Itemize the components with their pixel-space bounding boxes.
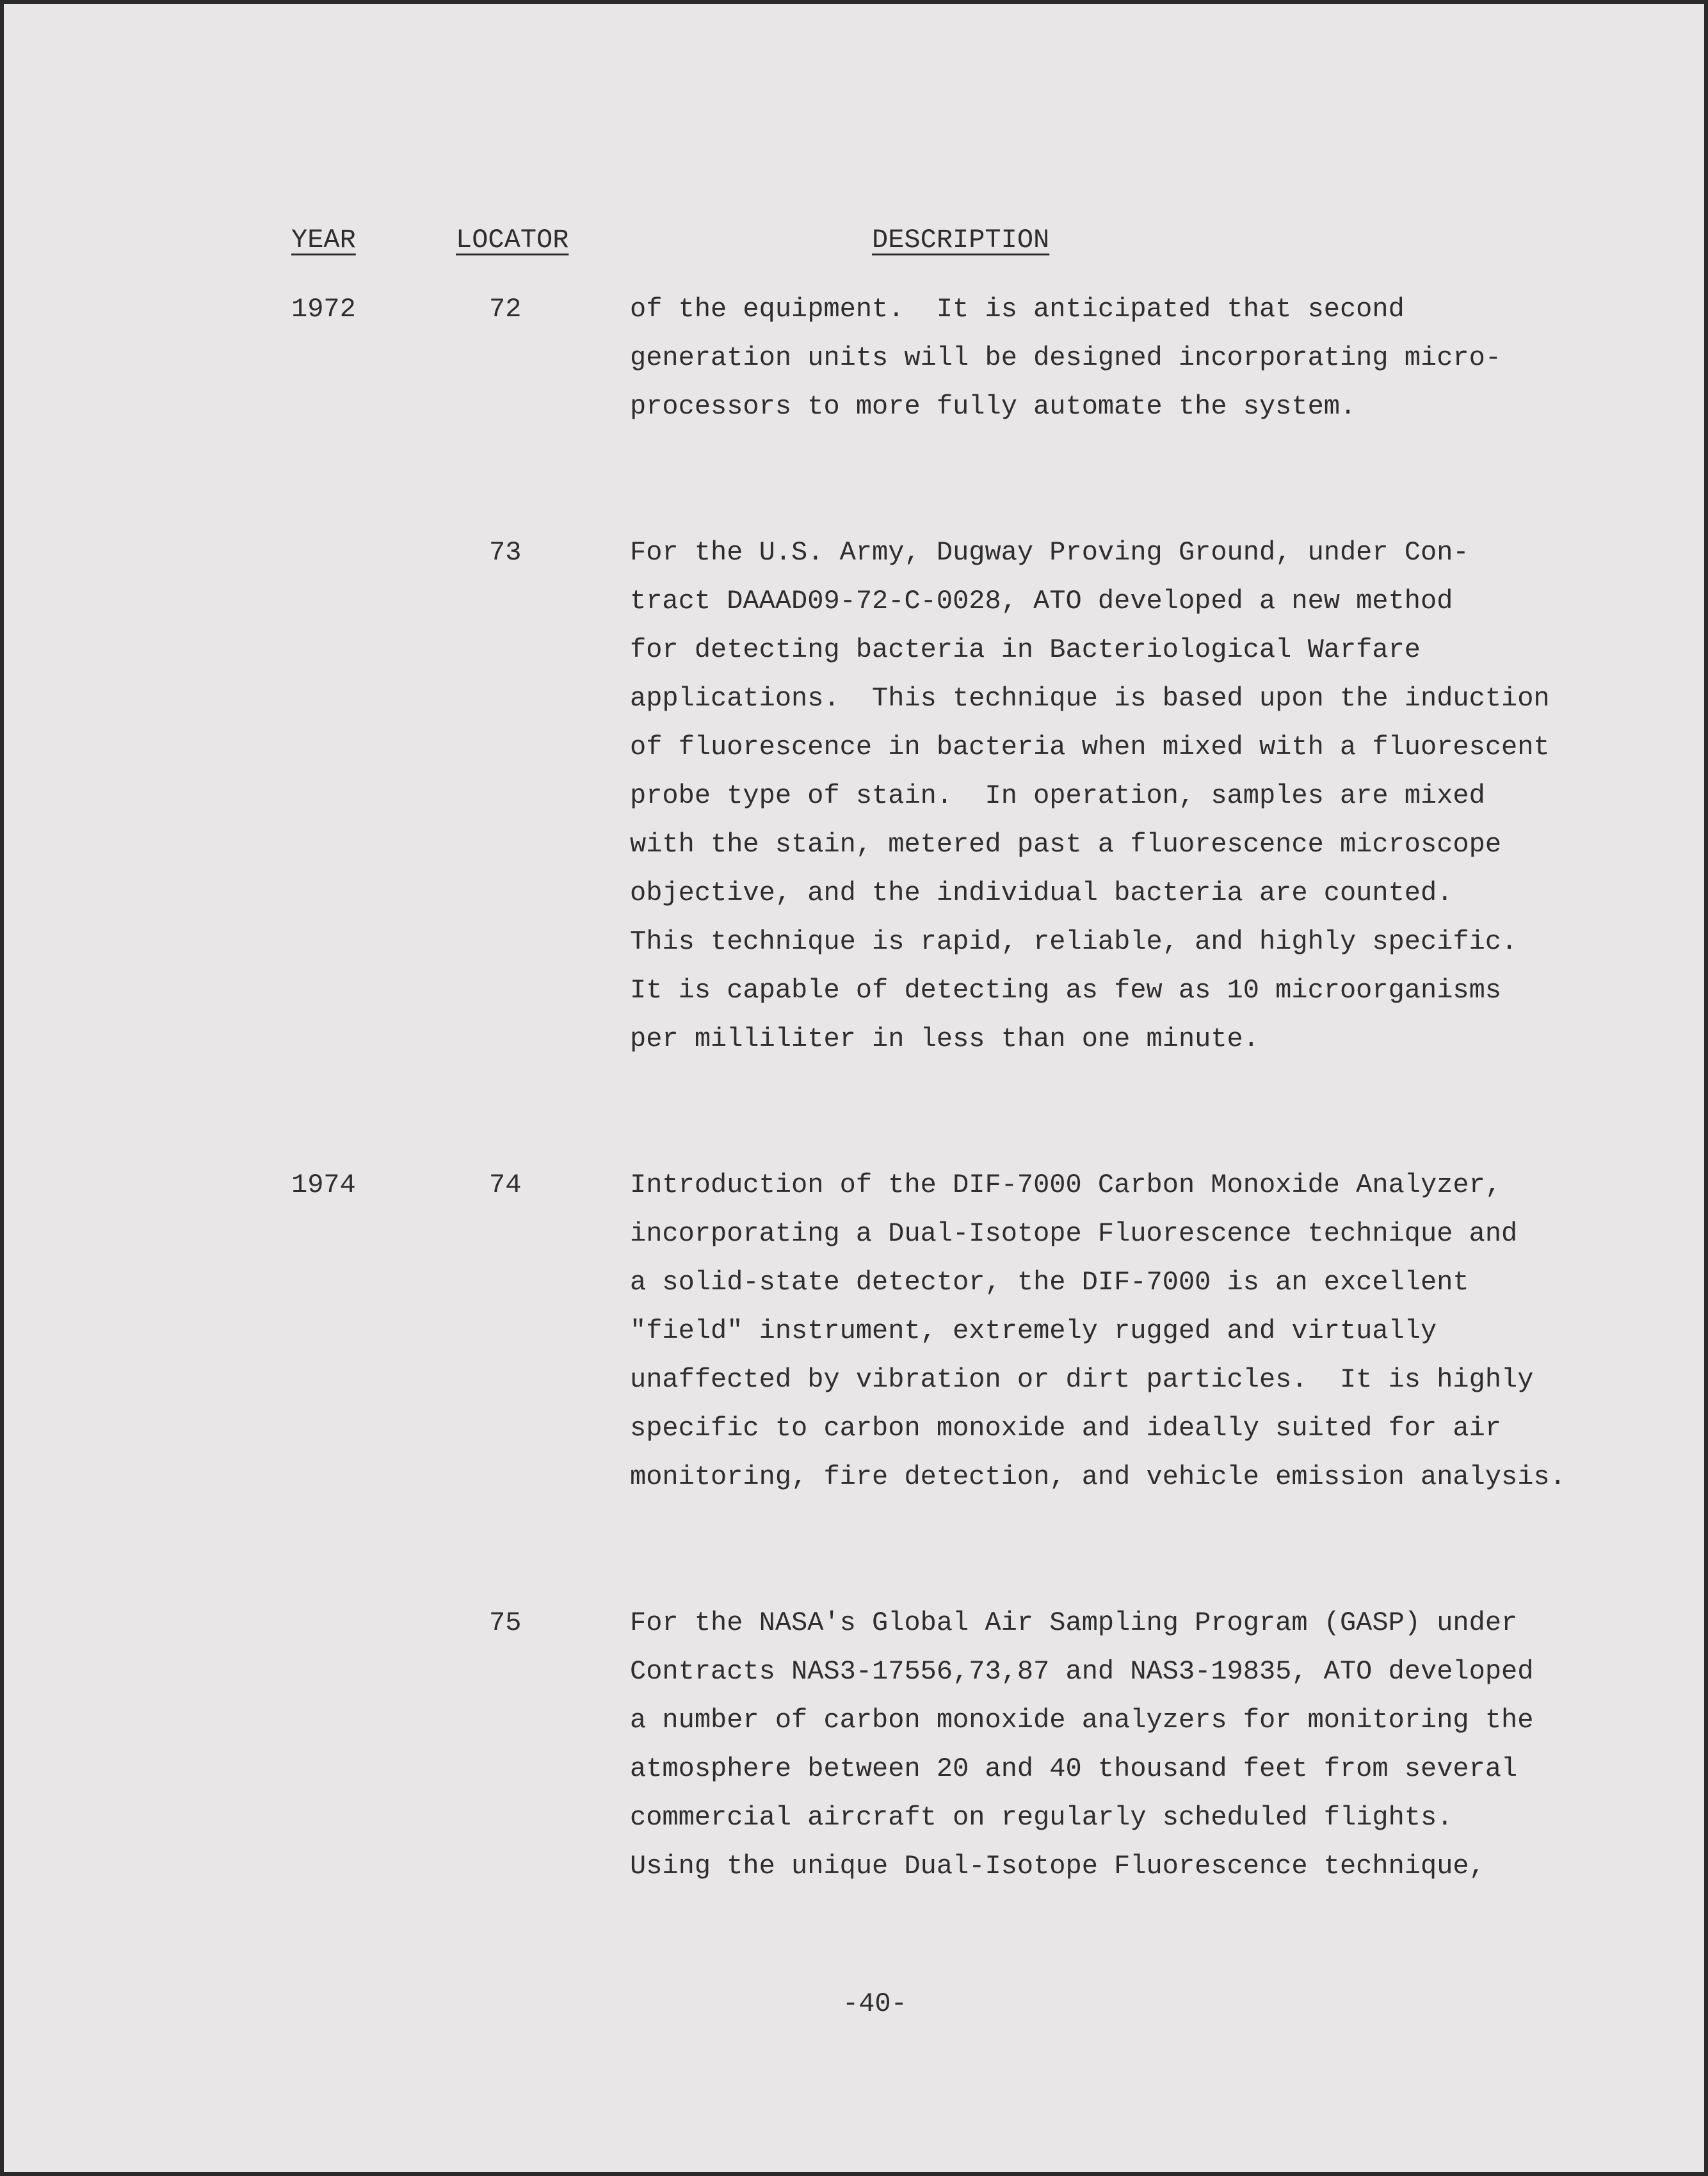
description-line: probe type of stain. In operation, samples are mixed	[630, 780, 1485, 811]
description-line: Introduction of the DIF-7000 Carbon Monoxide Analyzer,	[630, 1170, 1502, 1200]
entry-locator: 75	[489, 1608, 522, 1638]
table-row	[4, 1161, 1704, 1501]
page-number: -40-	[842, 1988, 907, 2019]
description-line: applications. This technique is based upon the induction	[630, 683, 1550, 714]
description-line: processors to more fully automate the system.	[630, 391, 1357, 422]
description-line: It is capable of detecting as few as 10 microorganisms	[630, 975, 1502, 1006]
entry-year: 1972	[291, 294, 356, 325]
description-line: For the U.S. Army, Dugway Proving Ground, under Con-	[630, 537, 1469, 568]
description-line: For the NASA's Global Air Sampling Program (GASP) under	[630, 1608, 1518, 1638]
entry-description	[630, 285, 1501, 431]
table-row	[4, 285, 1704, 431]
header-year: YEAR	[291, 225, 356, 255]
description-line: of the equipment. It is anticipated that second	[630, 294, 1405, 325]
entry-description	[630, 1599, 1533, 1890]
description-line: This technique is rapid, reliable, and highly specific.	[630, 926, 1518, 957]
header-description: DESCRIPTION	[872, 225, 1050, 255]
description-line: monitoring, fire detection, and vehicle emission analysis.	[630, 1462, 1566, 1492]
entry-locator: 72	[489, 294, 522, 325]
description-line: specific to carbon monoxide and ideally suited for air	[630, 1413, 1502, 1444]
description-line: tract DAAAD09-72-C-0028, ATO developed a new method	[630, 586, 1453, 617]
description-line: Contracts NAS3-17556,73,87 and NAS3-19835, ATO developed	[630, 1656, 1534, 1687]
description-line: with the stain, metered past a fluorescence microscope	[630, 829, 1502, 860]
description-line: objective, and the individual bacteria are counted.	[630, 878, 1453, 908]
description-line: incorporating a Dual-Isotope Fluorescence technique and	[630, 1218, 1518, 1249]
entries-table	[4, 285, 1704, 1890]
description-line: a solid-state detector, the DIF-7000 is an excellent	[630, 1267, 1469, 1298]
description-line: for detecting bacteria in Bacteriological Warfare	[630, 634, 1421, 665]
description-line: of fluorescence in bacteria when mixed with a fluorescent	[630, 732, 1550, 762]
document-page	[4, 4, 1704, 2172]
description-line: "field" instrument, extremely rugged and virtually	[630, 1316, 1437, 1346]
table-row	[4, 528, 1704, 1063]
table-row	[4, 1599, 1704, 1890]
description-line: commercial aircraft on regularly scheduled flights.	[630, 1802, 1453, 1833]
entry-description	[630, 1161, 1566, 1501]
description-line: a number of carbon monoxide analyzers for monitoring the	[630, 1705, 1534, 1736]
description-line: generation units will be designed incorporating micro-	[630, 343, 1502, 373]
entry-locator: 73	[489, 537, 522, 568]
description-line: atmosphere between 20 and 40 thousand feet from several	[630, 1753, 1518, 1784]
header-locator: LOCATOR	[456, 225, 569, 255]
description-line: unaffected by vibration or dirt particles. It is highly	[630, 1364, 1534, 1395]
description-line: Using the unique Dual-Isotope Fluorescence technique,	[630, 1851, 1485, 1882]
entry-locator: 74	[489, 1170, 522, 1200]
entry-description	[630, 528, 1550, 1063]
entry-year: 1974	[291, 1170, 356, 1200]
description-line: per milliliter in less than one minute.	[630, 1024, 1259, 1054]
